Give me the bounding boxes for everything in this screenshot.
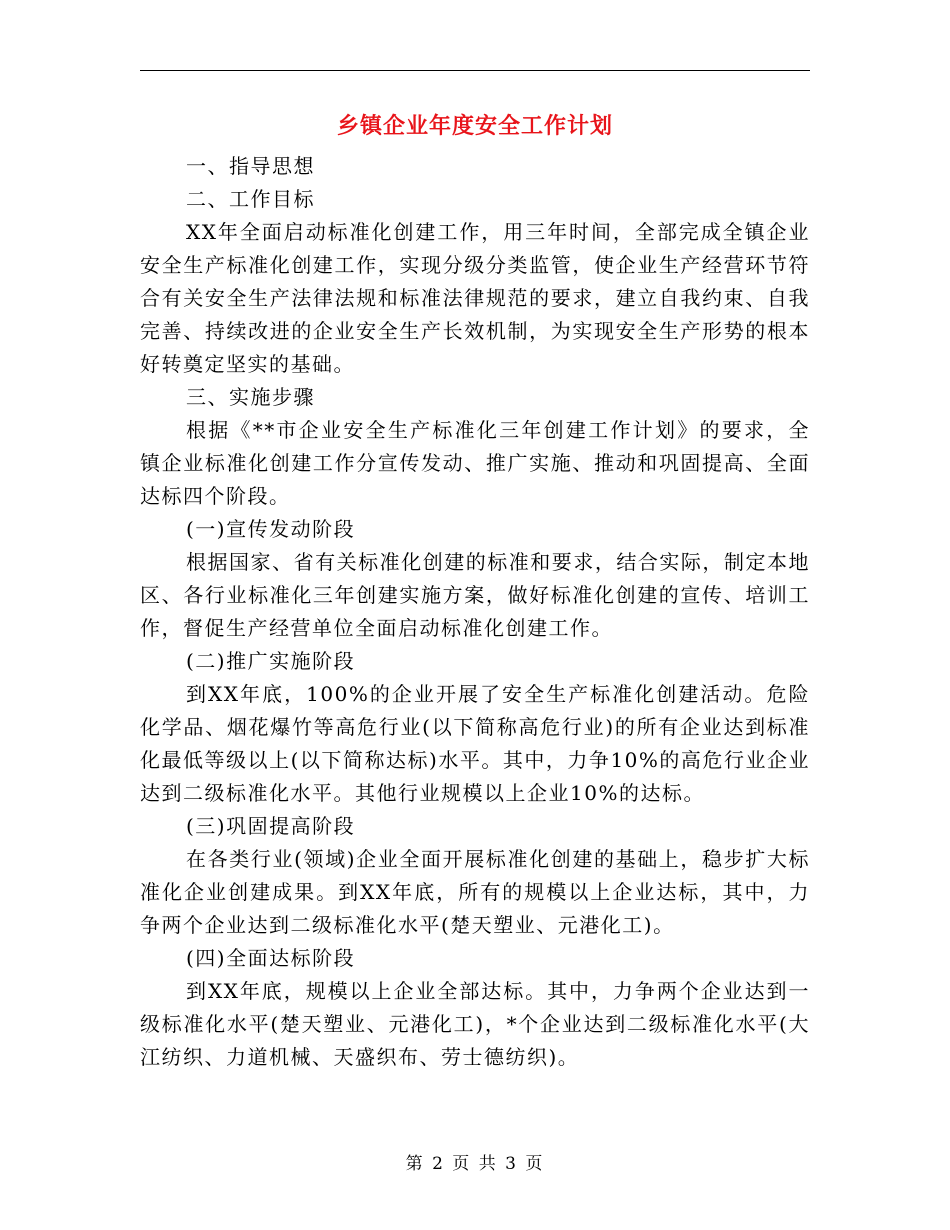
paragraph-implementation-steps: 根据《**市企业安全生产标准化三年创建工作计划》的要求，全镇企业标准化创建工作分宣传发动、推广实施、推动和巩固提高、全面达标四个阶段。 bbox=[140, 418, 810, 508]
paragraph-work-goals: XX年全面启动标准化创建工作，用三年时间，全部完成全镇企业安全生产标准化创建工作，实现分级分类监管，使企业生产经营环节符合有关安全生产法律法规和标准法律规范的要求，建立自我约束、自我完善、持续改进的企业安全生产长效机制，为实现安全生产形势的根本好转奠定坚实的基础。 bbox=[140, 220, 810, 376]
heading-stage-3: (三)巩固提高阶段 bbox=[186, 814, 356, 838]
page-number: 第 2 页 共 3 页 bbox=[405, 1154, 545, 1174]
document-title: 乡镇企业年度安全工作计划 bbox=[336, 113, 613, 139]
paragraph-stage-3: 在各类行业(领域)企业全面开展标准化创建的基础上，稳步扩大标准化企业创建成果。到XX年底，所有的规模以上企业达标，其中，力争两个企业达到二级标准化水平(楚天塑业、元港化工)。 bbox=[140, 847, 810, 937]
heading-stage-2: (二)推广实施阶段 bbox=[186, 649, 356, 673]
paragraph-stage-2: 到XX年底，100%的企业开展了安全生产标准化创建活动。危险化学品、烟花爆竹等高危行业(以下简称高危行业)的所有企业达到标准化最低等级以上(以下简称达标)水平。其中，力争10%的高危行业企业达到二级标准化水平。其他行业规模以上企业10%的达标。 bbox=[140, 682, 810, 805]
paragraph-stage-1: 根据国家、省有关标准化创建的标准和要求，结合实际，制定本地区、各行业标准化三年创建实施方案，做好标准化创建的宣传、培训工作，督促生产经营单位全面启动标准化创建工作。 bbox=[140, 550, 810, 640]
heading-stage-4: (四)全面达标阶段 bbox=[186, 946, 356, 970]
document-body bbox=[140, 150, 810, 1074]
heading-stage-1: (一)宣传发动阶段 bbox=[186, 517, 356, 541]
heading-guiding-ideology: 一、指导思想 bbox=[186, 154, 315, 178]
paragraph-stage-4: 到XX年底，规模以上企业全部达标。其中，力争两个企业达到一级标准化水平(楚天塑业、元港化工)，*个企业达到二级标准化水平(大江纺织、力道机械、天盛织布、劳士德纺织)。 bbox=[140, 979, 810, 1069]
heading-work-goals: 二、工作目标 bbox=[186, 187, 315, 211]
heading-implementation-steps: 三、实施步骤 bbox=[186, 385, 315, 409]
header-rule bbox=[140, 70, 810, 71]
